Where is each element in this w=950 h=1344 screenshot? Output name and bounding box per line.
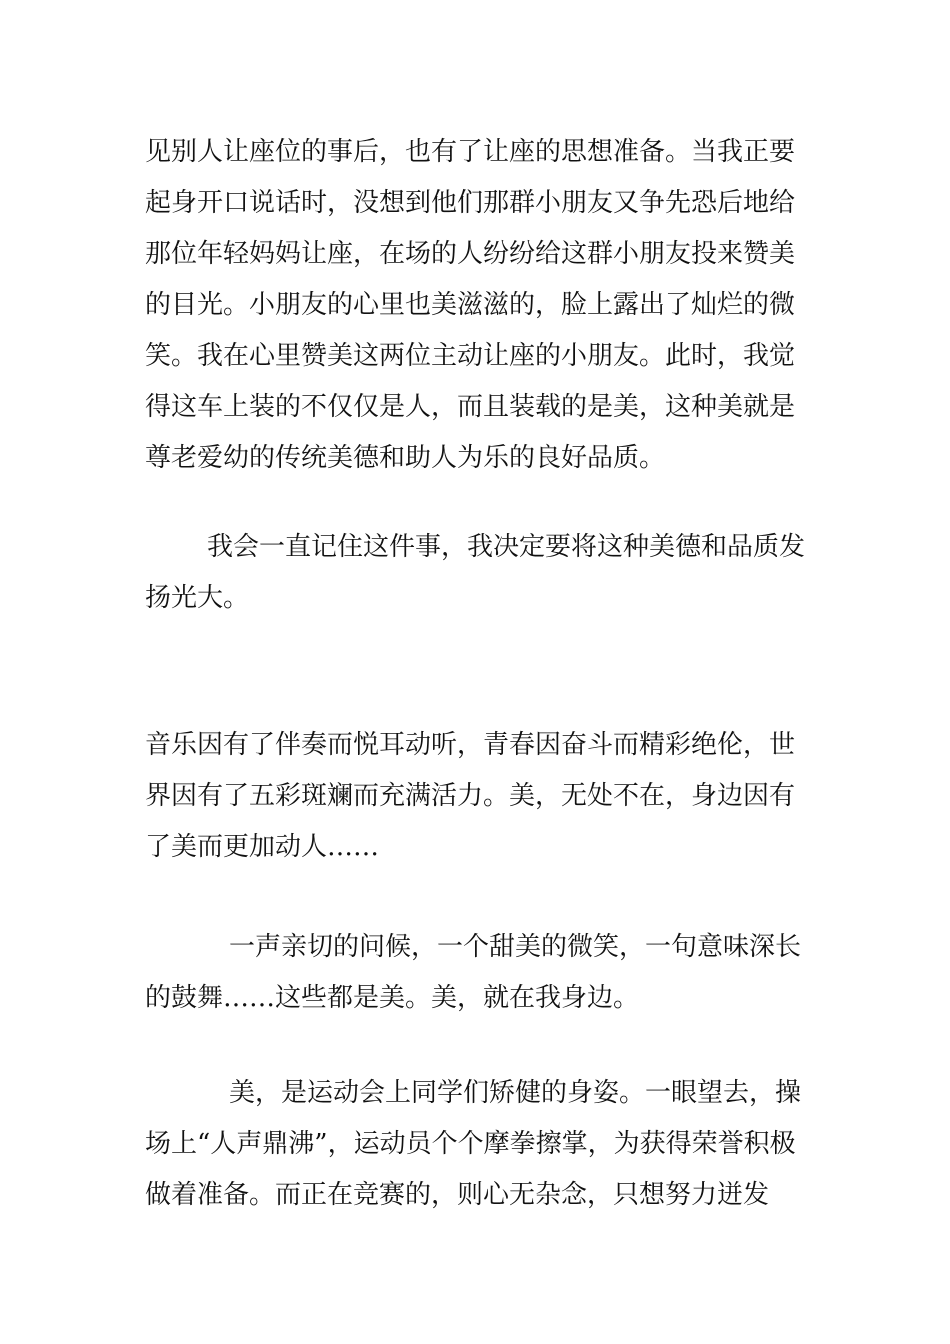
- paragraph-2: 我会一直记住这件事，我决定要将这种美德和品质发扬光大。: [145, 532, 806, 613]
- paragraph-3: 音乐因有了伴奏而悦耳动听，青春因奋斗而精彩绝伦，世界因有了五彩斑斓而充满活力。美，无处不在，身边因有了美而更加动人……: [145, 730, 796, 862]
- paragraph-5: 美，是运动会上同学们矫健的身姿。一眼望去，操场上“人声鼎沸”，运动员个个摩拳擦掌，为获得荣誉积极做着准备。而正在竞赛的，则心无杂念，只想努力迸发: [145, 1078, 802, 1210]
- paragraph-1: 见别人让座位的事后，也有了让座的思想准备。当我正要起身开口说话时，没想到他们那群小朋友又争先恐后地给那位年轻妈妈让座，在场的人纷纷给这群小朋友投来赞美的目光。小朋友的心里也美滋滋的，脸上露出了灿烂的微笑。我在心里赞美这两位主动让座的小朋友。此时，我觉得这车上装的不仅仅是人，而且装载的是美，这种美就是尊老爱幼的传统美德和助人为乐的良好品质。: [145, 137, 796, 473]
- paragraph-4: 一声亲切的问候，一个甜美的微笑，一句意味深长的鼓舞……这些都是美。美，就在我身边。: [145, 932, 802, 1013]
